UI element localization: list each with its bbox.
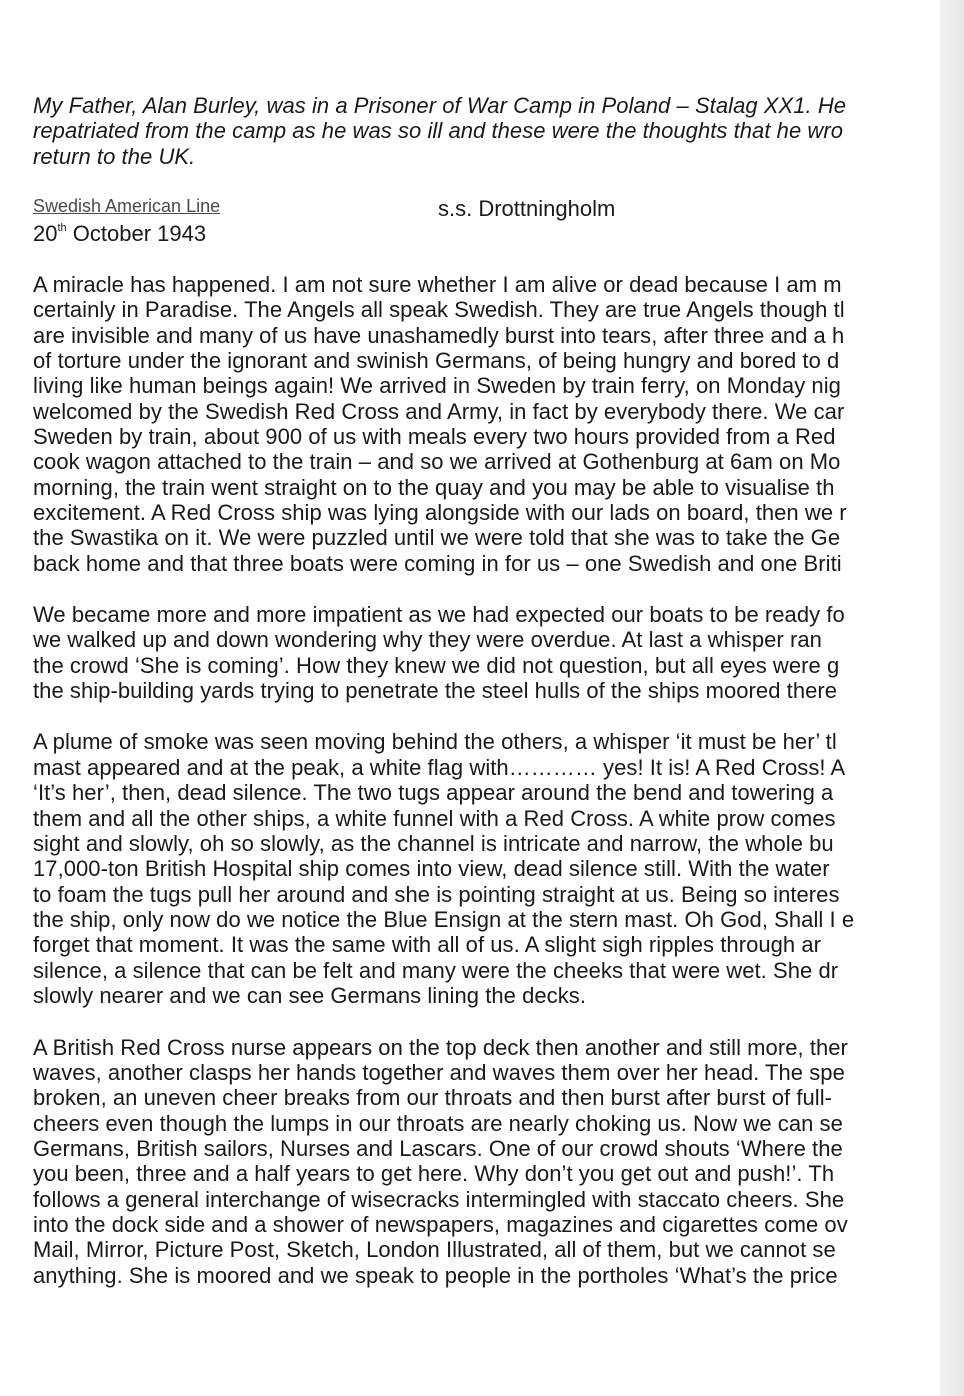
body-line: cheers even though the lumps in our throats are nearly choking us. Now we can se: [33, 1111, 843, 1136]
letterhead-company: Swedish American Line: [33, 196, 221, 216]
body-line: sight and slowly, oh so slowly, as the channel is intricate and narrow, the whole bu: [33, 831, 834, 856]
body-line: mast appeared and at the peak, a white flag with………… yes! It is! A Red Cross! A: [33, 755, 846, 780]
body-line: cook wagon attached to the train – and so we arrived at Gothenburg at 6am on Mo: [33, 449, 841, 474]
intro-line: return to the UK.: [33, 144, 196, 169]
body-line: the crowd ‘She is coming’. How they knew we did not question, but all eyes were g: [33, 653, 840, 678]
body-line: to foam the tugs pull her around and she is pointing straight at us. Being so interes: [33, 882, 840, 907]
body-line: welcomed by the Swedish Red Cross and Army, in fact by everybody there. We car: [33, 399, 845, 424]
body-line: Germans, British sailors, Nurses and Lascars. One of our crowd shouts ‘Where the: [33, 1136, 843, 1161]
body-line: Mail, Mirror, Picture Post, Sketch, London Illustrated, all of them, but we cannot se: [33, 1237, 836, 1262]
body-line: A British Red Cross nurse appears on the top deck then another and still more, ther: [33, 1035, 848, 1060]
body-line: of torture under the ignorant and swinish Germans, of being hungry and bored to d: [33, 348, 840, 373]
body-line: 17,000-ton British Hospital ship comes into view, dead silence still. With the water: [33, 856, 830, 881]
body-line: you been, three and a half years to get here. Why don’t you get out and push!’. Th: [33, 1161, 835, 1186]
body-line: broken, an uneven cheer breaks from our throats and then burst after burst of full-: [33, 1085, 833, 1110]
body-line: into the dock side and a shower of newspapers, magazines and cigarettes come ov: [33, 1212, 848, 1237]
body-line: living like human beings again! We arrived in Sweden by train ferry, on Monday nig: [33, 373, 841, 398]
date-suffix: th: [57, 222, 67, 234]
body-line: morning, the train went straight on to the quay and you may be able to visualise th: [33, 475, 835, 500]
body-line: the ship-building yards trying to penetrate the steel hulls of the ships moored there: [33, 678, 838, 703]
body-line: them and all the other ships, a white funnel with a Red Cross. A white prow comes: [33, 806, 836, 831]
body-line: silence, a silence that can be felt and many were the cheeks that were wet. She dr: [33, 958, 839, 983]
body-line: certainly in Paradise. The Angels all speak Swedish. They are true Angels though tl: [33, 297, 845, 322]
date-rest: October 1943: [66, 221, 207, 246]
intro-line: repatriated from the camp as he was so ill and these were the thoughts that he wro: [33, 118, 843, 143]
body-line: forget that moment. It was the same with all of us. A slight sigh ripples through ar: [33, 932, 822, 957]
letter-date: [33, 221, 206, 247]
body-line: are invisible and many of us have unashamedly burst into tears, after three and a h: [33, 323, 845, 348]
body-line: back home and that three boats were coming in for us – one Swedish and one Briti: [33, 551, 842, 576]
body-line: slowly nearer and we can see Germans lining the decks.: [33, 983, 586, 1008]
date-day: 20: [33, 221, 58, 246]
body-line: the Swastika on it. We were puzzled until we were told that she was to take the Ge: [33, 525, 841, 550]
ship-name: s.s. Drottningholm: [438, 196, 616, 221]
body-line: follows a general interchange of wisecracks intermingled with staccato cheers. She: [33, 1187, 845, 1212]
body-line: Sweden by train, about 900 of us with meals every two hours provided from a Red: [33, 424, 836, 449]
body-line: anything. She is moored and we speak to people in the portholes ‘What’s the price: [33, 1263, 838, 1288]
body-line: ‘It’s her’, then, dead silence. The two tugs appear around the bend and towering a: [33, 780, 834, 805]
intro-line: My Father, Alan Burley, was in a Prisoner of War Camp in Poland – Stalag XX1. He: [33, 93, 847, 118]
body-line: waves, another clasps her hands together and waves them over her head. The spe: [33, 1060, 845, 1085]
page-edge-shadow: [940, 0, 964, 1396]
body-line: A plume of smoke was seen moving behind the others, a whisper ‘it must be her’ tl: [33, 729, 837, 754]
body-line: we walked up and down wondering why they were overdue. At last a whisper ran: [33, 627, 822, 652]
body-line: excitement. A Red Cross ship was lying alongside with our lads on board, then we r: [33, 500, 847, 525]
body-line: We became more and more impatient as we had expected our boats to be ready fo: [33, 602, 845, 627]
body-line: the ship, only now do we notice the Blue Ensign at the stern mast. Oh God, Shall I e: [33, 907, 855, 932]
body-line: A miracle has happened. I am not sure whether I am alive or dead because I am m: [33, 272, 842, 297]
